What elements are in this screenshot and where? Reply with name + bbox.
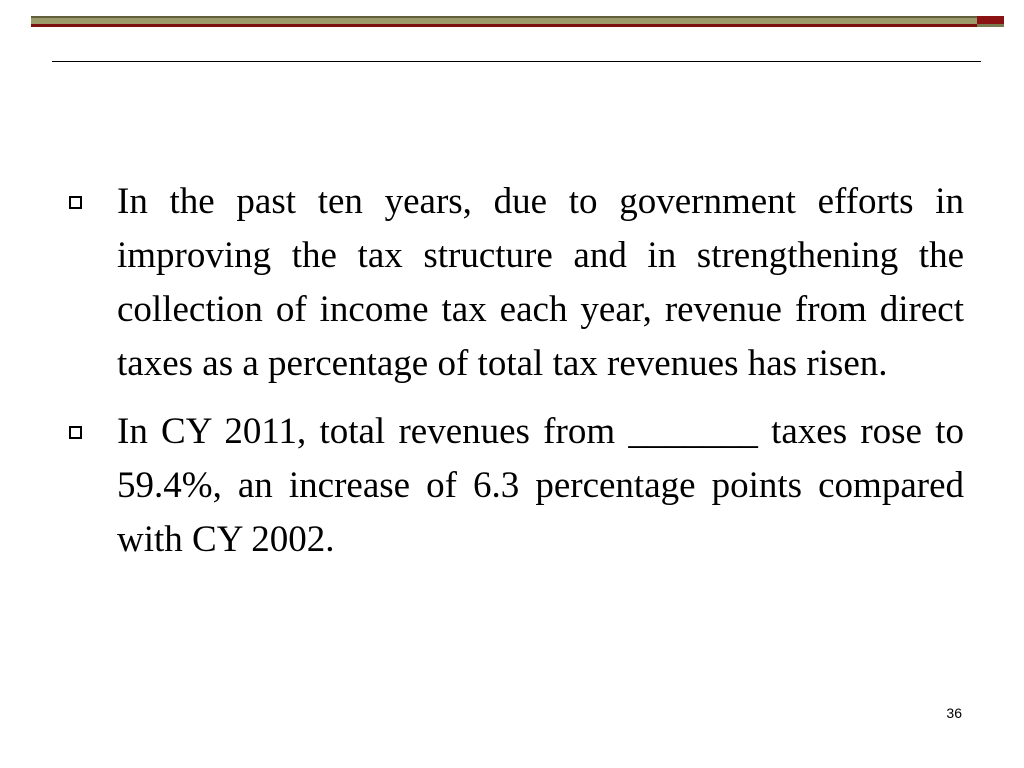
slide-number: 36	[946, 705, 962, 721]
bullet-list	[64, 175, 964, 581]
hollow-square-bullet-icon	[69, 426, 82, 439]
title-divider-line	[52, 61, 981, 62]
top-bar-accent	[977, 16, 1004, 27]
bullet-text: In the past ten years, due to government efforts in improving the tax structure and in strengthening the collection of income tax each year, revenue from direct taxes as a percentage of total tax revenues has risen.	[117, 181, 964, 384]
bullet-text: In CY 2011, total revenues from _______ taxes rose to 59.4%, an increase of 6.3 percentage points compared with CY 2002.	[117, 411, 964, 560]
top-decorative-bar	[31, 16, 977, 27]
bullet-item	[64, 175, 964, 391]
bullet-item	[64, 405, 964, 567]
hollow-square-bullet-icon	[69, 196, 82, 209]
